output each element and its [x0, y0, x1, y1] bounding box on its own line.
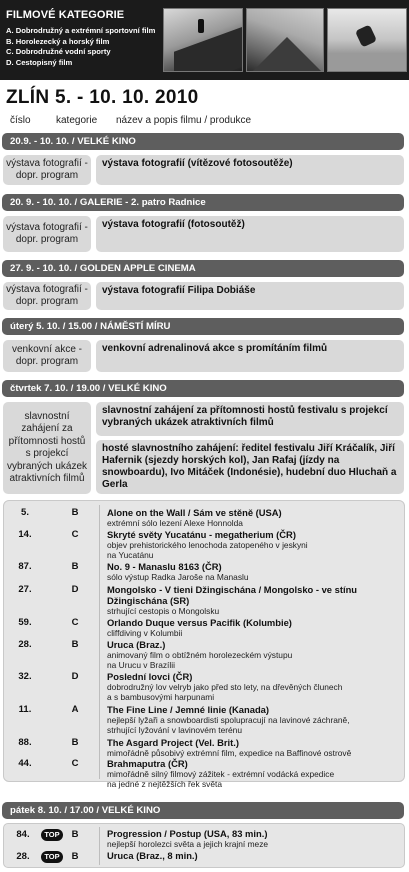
film-description: nejlepší lyžaři a snowboardisti spolupracují na lavinové záchraně, — [107, 715, 350, 725]
header-banner — [0, 0, 409, 80]
film-description: strhující cestopis o Mongolsku — [107, 606, 220, 616]
photo-skier — [327, 8, 407, 72]
film-description: a s bambusovými harpunami — [107, 692, 215, 703]
program-type: výstava fotografií - dopr. program — [3, 216, 91, 252]
film-number: 14. — [18, 529, 32, 540]
film-category: B — [71, 561, 79, 572]
film-number: 44. — [18, 758, 32, 769]
film-title: Skryté světy Yucatánu - megatherium (ČR) — [107, 529, 296, 540]
film-title: Poslední lovci (ČR) — [107, 671, 193, 682]
film-description: objev prehistorického lenochoda zatopeného v jeskyni — [107, 540, 308, 550]
friday-film-list — [3, 823, 405, 868]
top-badge: TOP — [41, 829, 63, 841]
column-number: číslo — [10, 115, 31, 126]
film-category: C — [71, 758, 79, 769]
film-category: C — [71, 529, 79, 540]
film-description: na Yucatánu — [107, 550, 154, 561]
opening-guests: hosté slavnostního zahájení: ředitel festivalu Jiří Kráčalík, Jiří Hafernik (sjezdy horských kol), Jan Rafaj (jízdy na snowboardu), Ivo Mitáček (Indonésie), hudební duo Hluchaň a Gerla — [96, 440, 404, 494]
film-description: dobrodružný lov velryb jako před sto lety, na dřevěných člunech — [107, 682, 343, 692]
film-number: 88. — [18, 737, 32, 748]
film-number: 87. — [18, 561, 32, 572]
film-number: 84. — [16, 829, 30, 840]
film-number: 5. — [21, 507, 29, 518]
film-item — [107, 507, 407, 528]
divider — [99, 505, 100, 779]
film-description: sólo výstup Radka Jaroše na Manaslu — [107, 572, 249, 582]
program-type: slavnostní zahájení za přítomnosti hostů s projekcí vybraných ukázek atraktivních filmů — [3, 402, 91, 494]
film-category: C — [71, 617, 79, 628]
film-title: The Asgard Project (Vel. Brit.) — [107, 737, 239, 748]
film-title: Progression / Postup (USA, 83 min.) — [107, 828, 268, 839]
program-description: výstava fotografií (fotosoutěž) — [96, 216, 404, 252]
opening-description: slavnostní zahájení za přítomnosti hostů festivalu s projekcí vybraných ukázek atraktivních filmů — [96, 402, 404, 436]
film-number: 28. — [18, 639, 32, 650]
category-b: B. Horolezecký a horský film — [6, 36, 110, 46]
film-number: 27. — [18, 584, 32, 595]
category-list — [6, 26, 155, 68]
film-title: Alone on the Wall / Sám ve stěně (USA) — [107, 507, 282, 518]
film-item — [107, 828, 407, 849]
film-list — [3, 500, 405, 790]
program-description: výstava fotografií Filipa Dobiáše — [96, 282, 404, 310]
city-dates-title: ZLÍN 5. - 10. 10. 2010 — [6, 87, 199, 108]
section-bar: 20.9. - 10. 10. / VELKÉ KINO — [2, 133, 404, 150]
film-description: na jedné z nejtěžších řek světa — [107, 779, 222, 790]
film-title: No. 9 - Manaslu 8163 (ČR) — [107, 561, 222, 572]
film-category: D — [71, 584, 79, 595]
film-category: B — [71, 639, 79, 650]
film-description: mimořádně silný filmový zážitek - extrémní vodácká expedice — [107, 769, 335, 779]
category-a: A. Dobrodružný a extrémní sportovní film — [6, 26, 156, 35]
film-description: animovaný film o obtížném horolezeckém výstupu — [107, 650, 293, 660]
film-title: Uruca (Braz., 8 min.) — [107, 850, 198, 861]
film-number: 32. — [18, 671, 32, 682]
category-c: C. Dobrodružné vodní sporty — [6, 47, 111, 56]
film-item — [107, 850, 407, 861]
film-item — [107, 639, 407, 670]
film-item — [107, 584, 407, 616]
film-item — [107, 737, 407, 758]
section-bar: 27. 9. - 10. 10. / GOLDEN APPLE CINEMA — [2, 260, 404, 277]
program-type: venkovní akce - dopr. program — [3, 340, 91, 372]
categories-title: FILMOVÉ KATEGORIE — [6, 9, 125, 21]
film-item — [107, 704, 407, 735]
film-title: Uruca (Braz.) — [107, 639, 166, 650]
section-bar: pátek 8. 10. / 17.00 / VELKÉ KINO — [2, 802, 404, 819]
photo-mountain — [246, 8, 324, 72]
film-title: Mongolsko - V tieni Džingischána / Mongolsko - ve stínu Džingischána (SR) — [107, 584, 358, 606]
film-description: extrémní sólo lezení Alexe Honnolda — [107, 518, 243, 528]
column-name: název a popis filmu / produkce — [116, 115, 252, 126]
column-category: kategorie — [56, 115, 98, 126]
program-type: výstava fotografií - dopr. program — [3, 155, 91, 185]
program-description: výstava fotografií (vítězové fotosoutěže) — [96, 155, 404, 185]
film-description: cliffdiving v Kolumbii — [107, 628, 183, 638]
category-d: D. Cestopisný film — [6, 57, 73, 67]
film-number: 11. — [18, 704, 32, 715]
film-title: Brahmaputra (ČR) — [107, 758, 188, 769]
film-category: B — [71, 829, 79, 840]
film-item — [107, 529, 407, 560]
film-category: B — [71, 851, 79, 862]
film-category: B — [71, 507, 79, 518]
section-bar: úterý 5. 10. / 15.00 / NÁMĚSTÍ MÍRU — [2, 318, 404, 335]
program-type: výstava fotografií - dopr. program — [3, 282, 91, 310]
film-number: 28. — [16, 851, 30, 862]
film-category: D — [71, 671, 79, 682]
film-description: na Urucu v Brazílii — [107, 660, 175, 671]
film-description: nejlepší horolezci světa a jejich krajní meze — [107, 839, 269, 849]
section-bar: čtvrtek 7. 10. / 19.00 / VELKÉ KINO — [2, 380, 404, 397]
divider — [99, 827, 100, 865]
section-bar: 20. 9. - 10. 10. / GALERIE - 2. patro Radnice — [2, 194, 404, 211]
film-description: mimořádně působivý extrémní film, expedice na Baffinové ostrově — [107, 748, 352, 758]
program-description: venkovní adrenalinová akce s promítáním filmů — [96, 340, 404, 372]
film-item — [107, 617, 407, 638]
photo-climber — [163, 8, 243, 72]
film-category: B — [71, 737, 79, 748]
film-item — [107, 671, 407, 702]
film-category: A — [71, 704, 79, 715]
top-badge: TOP — [41, 851, 63, 863]
film-description: strhující lyžování v lavinovém terénu — [107, 725, 242, 736]
film-item — [107, 561, 407, 582]
film-title: Orlando Duque versus Pacifik (Kolumbie) — [107, 617, 292, 628]
film-number: 59. — [18, 617, 32, 628]
film-title: The Fine Line / Jemné linie (Kanada) — [107, 704, 270, 715]
film-item — [107, 758, 407, 789]
